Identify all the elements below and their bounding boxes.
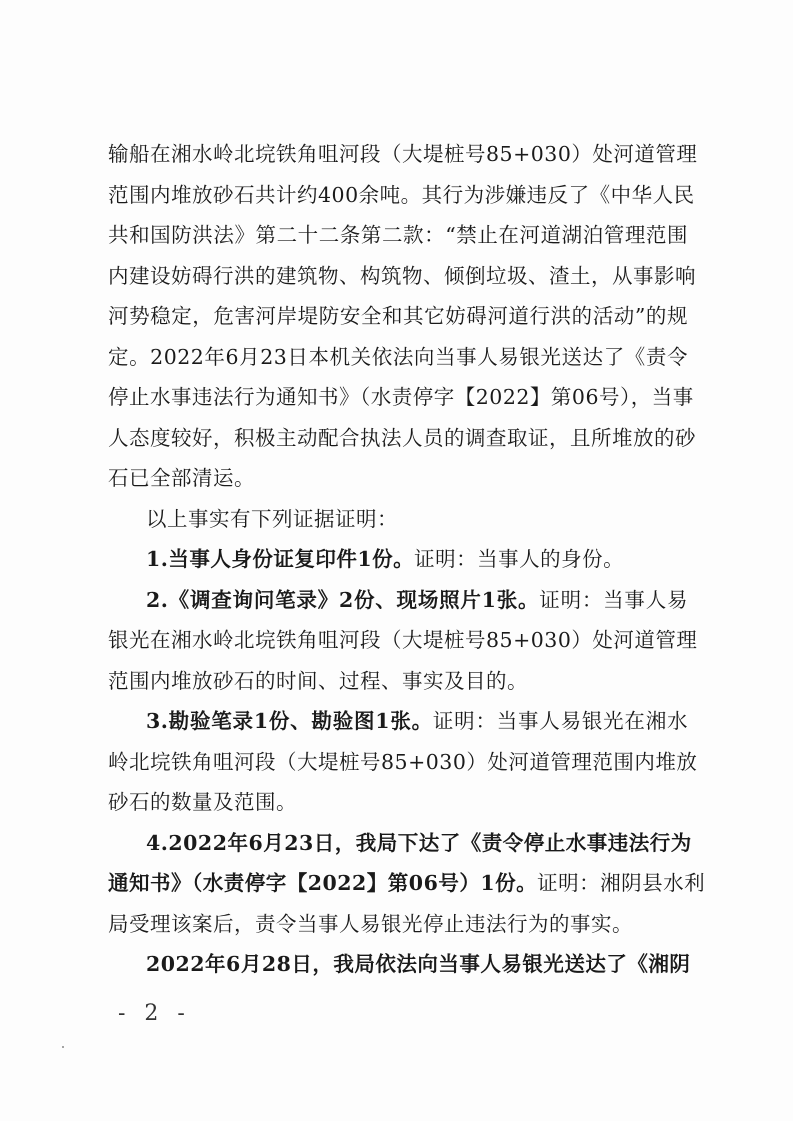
text-line [108,177,695,213]
text-segment: 岭北垸铁角咀河段（大堤桩号85+030）处河道管理范围内堆放 [108,750,698,774]
text-line [146,946,691,982]
bold-text-segment: 1.当事人身份证复印件1份。 [146,547,415,571]
page-number: - 2 - [118,1001,191,1026]
text-line [146,825,692,861]
text-segment: 以上事实有下列证据证明： [146,507,398,531]
bold-text-segment: 通知书》（水责停字【2022】第06号）1份。 [108,871,538,895]
scan-speck [62,1046,64,1048]
text-line [108,865,706,901]
text-line [108,622,698,658]
text-segment: 砂石的数量及范围。 [108,790,297,814]
text-line [146,541,688,577]
bold-text-segment: 2022年6月28日，我局依法向当事人易银光送达了《湘阴 [146,952,691,976]
text-line [108,906,688,942]
text-segment: 范围内堆放砂石的时间、过程、事实及目的。 [108,669,528,693]
text-segment: 证明：当事人的身份。 [414,547,625,571]
text-line [108,136,698,172]
text-segment: 石已全部清运。 [108,466,255,490]
text-segment: 定。2022年6月23日本机关依法向当事人易银光送达了《责令 [108,345,688,369]
text-segment: 局受理该案后，责令当事人易银光停止违法行为的事实。 [108,912,633,936]
text-segment: 证明：湘阴县水利 [537,871,706,895]
text-segment: 人态度较好，积极主动配合执法人员的调查取证，且所堆放的砂 [108,426,696,450]
text-line [108,217,688,253]
text-segment: 证明：当事人易银光在湘水 [432,709,688,733]
bold-text-segment: 3.勘验笔录1份、勘验图1张。 [146,709,433,733]
text-line [108,460,688,496]
text-line [108,379,694,415]
text-line [146,501,688,537]
text-line [146,582,688,618]
text-segment: 河势稳定，危害河岸堤防安全和其它妨碍河道行洪的活动”的规 [108,304,688,328]
text-line [108,784,688,820]
text-line [108,744,698,780]
text-line [108,298,688,334]
text-line [108,258,696,294]
text-segment: 证明：当事人易 [539,588,688,612]
text-segment: 输船在湘水岭北垸铁角咀河段（大堤桩号85+030）处河道管理 [108,142,698,166]
text-line [108,420,696,456]
text-segment: 共和国防洪法》第二十二条第二款：“禁止在河道湖泊管理范围 [108,223,688,247]
text-line [108,339,688,375]
bold-text-segment: 2.《调查询问笔录》2份、现场照片1张。 [146,588,540,612]
text-segment: 内建设妨碍行洪的建筑物、构筑物、倾倒垃圾、渣土，从事影响 [108,264,696,288]
text-segment: 银光在湘水岭北垸铁角咀河段（大堤桩号85+030）处河道管理 [108,628,698,652]
text-line [108,663,688,699]
text-segment: 停止水事违法行为通知书》（水责停字【2022】第06号），当事 [108,385,694,409]
text-line [146,703,688,739]
text-segment: 范围内堆放砂石共计约400余吨。其行为涉嫌违反了《中华人民 [108,183,695,207]
bold-text-segment: 4.2022年6月23日，我局下达了《责令停止水事违法行为 [146,831,692,855]
